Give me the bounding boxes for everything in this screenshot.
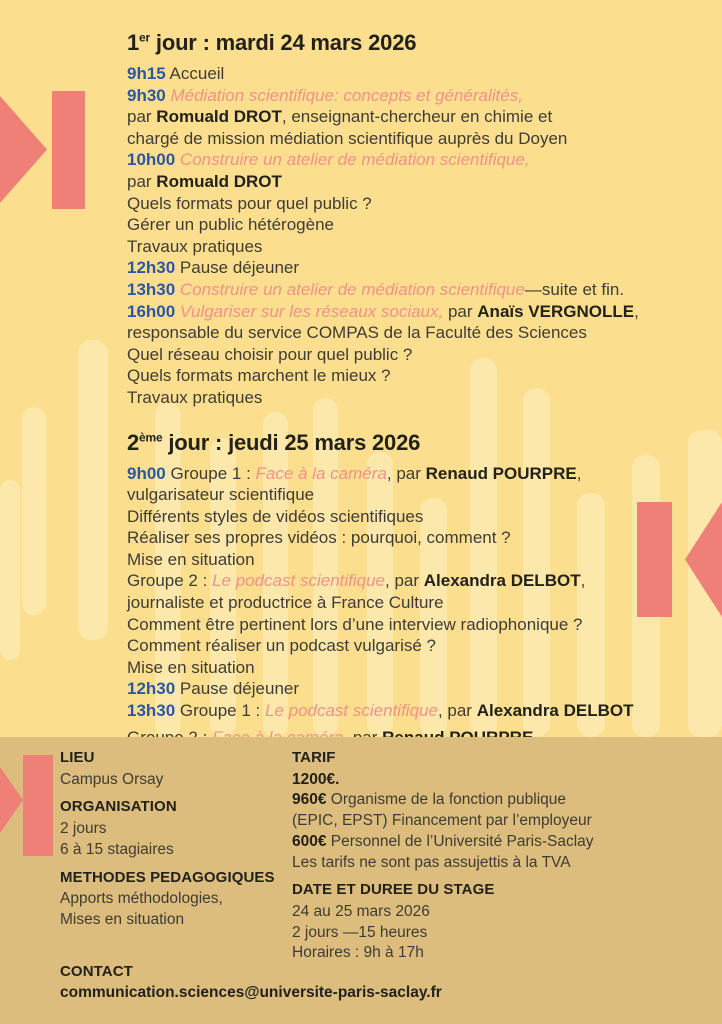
text-segment: Quel réseau choisir pour quel public ?	[127, 344, 413, 364]
info-heading: CONTACT	[60, 962, 133, 980]
triangle-icon	[0, 767, 23, 833]
text-segment: 960€	[292, 791, 327, 809]
text-segment: Construire un atelier de médiation scientifique,	[175, 150, 530, 170]
info-line	[60, 983, 530, 1004]
day1-title	[127, 30, 682, 56]
text-segment: 2 jours	[60, 820, 107, 838]
text-segment: Mise en situation	[127, 549, 255, 569]
info-heading: METHODES PEDAGOGIQUES	[60, 868, 275, 886]
text-segment: 6 à 15 stagiaires	[60, 840, 174, 858]
day-title-text: jour : mardi 24 mars 2026	[150, 30, 417, 55]
text-segment: journaliste et productrice à France Culture	[127, 593, 444, 613]
text-segment: 9h00	[127, 463, 166, 483]
text-segment: par	[127, 171, 157, 191]
schedule-line	[127, 635, 682, 657]
text-segment: Pause déjeuner	[175, 679, 300, 699]
info-band	[0, 737, 722, 1024]
schedule-line	[127, 322, 682, 344]
schedule-line	[127, 657, 682, 679]
text-segment: Comment réaliser un podcast vulgarisé ?	[127, 636, 436, 656]
text-segment: Alexandra DELBOT	[476, 701, 634, 721]
info-heading: DATE ET DUREE DU STAGE	[292, 881, 495, 899]
text-segment: Horaires : 9h à 17h	[292, 944, 424, 962]
text-segment: Vulgariser sur les réseaux sociaux,	[175, 301, 444, 321]
schedule-line	[127, 149, 682, 171]
text-segment: 12h30	[127, 679, 176, 699]
text-segment: Romuald DROT	[156, 171, 282, 191]
info-heading: TARIF	[292, 749, 336, 766]
text-segment: Renaud POURPRE	[425, 463, 577, 483]
schedule-line	[127, 678, 682, 700]
text-segment: Groupe 2 :	[127, 571, 213, 591]
text-segment: 600€	[292, 832, 327, 850]
text-segment: Quels formats marchent le mieux ?	[127, 366, 391, 386]
text-segment: 9h30	[127, 85, 166, 105]
text-segment: par	[127, 107, 157, 127]
text-segment: Mise en situation	[127, 657, 255, 677]
text-segment: , par	[386, 463, 426, 483]
schedule-line	[127, 700, 682, 722]
text-segment: Le podcast scientifique	[264, 701, 438, 721]
text-segment: Personnel de l’Université Paris-Saclay	[326, 832, 594, 850]
text-segment: vulgarisateur scientifique	[127, 485, 315, 505]
info-line	[292, 902, 692, 923]
text-segment: 12h30	[127, 258, 176, 278]
text-segment: Apports méthodologies,	[60, 890, 223, 908]
info-line	[292, 790, 692, 811]
schedule-line	[127, 279, 682, 301]
text-segment: 13h30	[127, 279, 176, 299]
text-segment: chargé de mission médiation scientifique auprès du Doyen	[127, 128, 568, 148]
schedule-line	[127, 171, 682, 193]
info-block	[292, 880, 692, 964]
day1-schedule	[127, 63, 682, 409]
text-segment: Comment être pertinent lors d’une interview radiophonique ?	[127, 614, 583, 634]
schedule-line	[127, 463, 682, 485]
text-segment: , par	[385, 571, 424, 591]
bar-shape	[23, 755, 53, 856]
schedule-line	[127, 527, 682, 549]
text-segment: Construire un atelier de médiation scientifique	[175, 279, 525, 299]
text-segment: Le podcast scientifique	[212, 571, 386, 591]
schedule-line	[127, 85, 682, 107]
info-line	[292, 811, 692, 832]
schedule-line	[127, 506, 682, 528]
text-segment: Organisme de la fonction publique	[326, 791, 567, 809]
ordinal-suffix: er	[139, 30, 150, 45]
info-line	[292, 853, 692, 874]
text-segment: Travaux pratiques	[127, 387, 263, 407]
day-title-text: jour : jeudi 25 mars 2026	[162, 429, 421, 455]
text-segment: par	[443, 301, 478, 321]
text-segment: 16h00	[127, 301, 176, 321]
schedule-line	[127, 484, 682, 506]
schedule-line	[127, 214, 682, 236]
text-segment: Romuald DROT	[156, 107, 282, 127]
info-block	[292, 748, 692, 873]
schedule-line	[127, 365, 682, 387]
text-segment: responsable du service COMPAS de la Faculté des Sciences	[127, 323, 587, 343]
text-segment: Réaliser ses propres vidéos : pourquoi, comment ?	[127, 528, 511, 548]
schedule-line	[127, 592, 682, 614]
text-segment: 13h30	[127, 701, 176, 721]
day-number: 2	[127, 429, 140, 455]
text-segment: 2 jours —15 heures	[292, 923, 428, 941]
text-segment: Pause déjeuner	[175, 258, 300, 278]
schedule-line	[127, 63, 682, 85]
schedule-line	[127, 128, 682, 150]
info-heading: ORGANISATION	[60, 798, 177, 816]
text-segment: Médiation scientifique: concepts et généralités,	[165, 85, 523, 105]
skip-forward-shape-band-left	[0, 755, 53, 856]
schedule-line	[127, 549, 682, 571]
day2-title	[127, 430, 682, 456]
text-segment: Accueil	[165, 64, 225, 83]
schedule-line	[127, 344, 682, 366]
schedule-line	[127, 614, 682, 636]
text-segment: Groupe 1 :	[165, 463, 256, 483]
text-segment: Gérer un public hétérogène	[127, 215, 334, 235]
text-segment: —suite et fin.	[524, 279, 625, 299]
schedule-line	[127, 570, 682, 592]
text-segment: , enseignant-chercheur en chimie et	[281, 107, 553, 127]
info-line	[292, 923, 692, 944]
text-segment: Quels formats pour quel public ?	[127, 193, 372, 213]
schedule-line	[127, 301, 682, 323]
info-line	[292, 832, 692, 853]
schedule-line	[127, 106, 682, 128]
text-segment: Mises en situation	[60, 910, 185, 928]
text-segment: Différents styles de vidéos scientifiques	[127, 506, 424, 526]
text-segment: , par	[437, 701, 477, 721]
day2-schedule	[127, 463, 682, 749]
schedule-line	[127, 193, 682, 215]
text-segment: Alexandra DELBOT	[423, 571, 581, 591]
text-segment: 10h00	[127, 150, 176, 170]
info-heading: LIEU	[60, 749, 95, 766]
info-line	[292, 770, 692, 791]
text-segment: communication.sciences@universite-paris-saclay.fr	[60, 984, 442, 1002]
schedule-line	[127, 257, 682, 279]
text-segment: Campus Orsay	[60, 770, 164, 788]
info-column-right	[292, 748, 692, 971]
info-line	[292, 943, 692, 964]
text-segment: Travaux pratiques	[127, 236, 263, 256]
ordinal-suffix: ème	[139, 430, 163, 445]
text-segment: ,	[634, 301, 639, 321]
text-segment: 1200€.	[292, 770, 340, 788]
text-segment: ,	[580, 571, 586, 591]
schedule-line	[127, 387, 682, 409]
text-segment: Anaïs VERGNOLLE	[477, 301, 635, 321]
text-segment: 24 au 25 mars 2026	[292, 902, 430, 920]
schedule-line	[127, 236, 682, 258]
text-segment: Face à la caméra	[255, 463, 387, 483]
text-segment: Les tarifs ne sont pas assujettis à la TVA	[292, 853, 571, 871]
text-segment: (EPIC, EPST) Financement par l’employeur	[292, 812, 592, 830]
text-segment: Groupe 1 :	[175, 701, 265, 721]
text-segment: ,	[576, 463, 582, 483]
day-number: 1	[127, 30, 140, 55]
text-segment: 9h15	[127, 64, 166, 83]
